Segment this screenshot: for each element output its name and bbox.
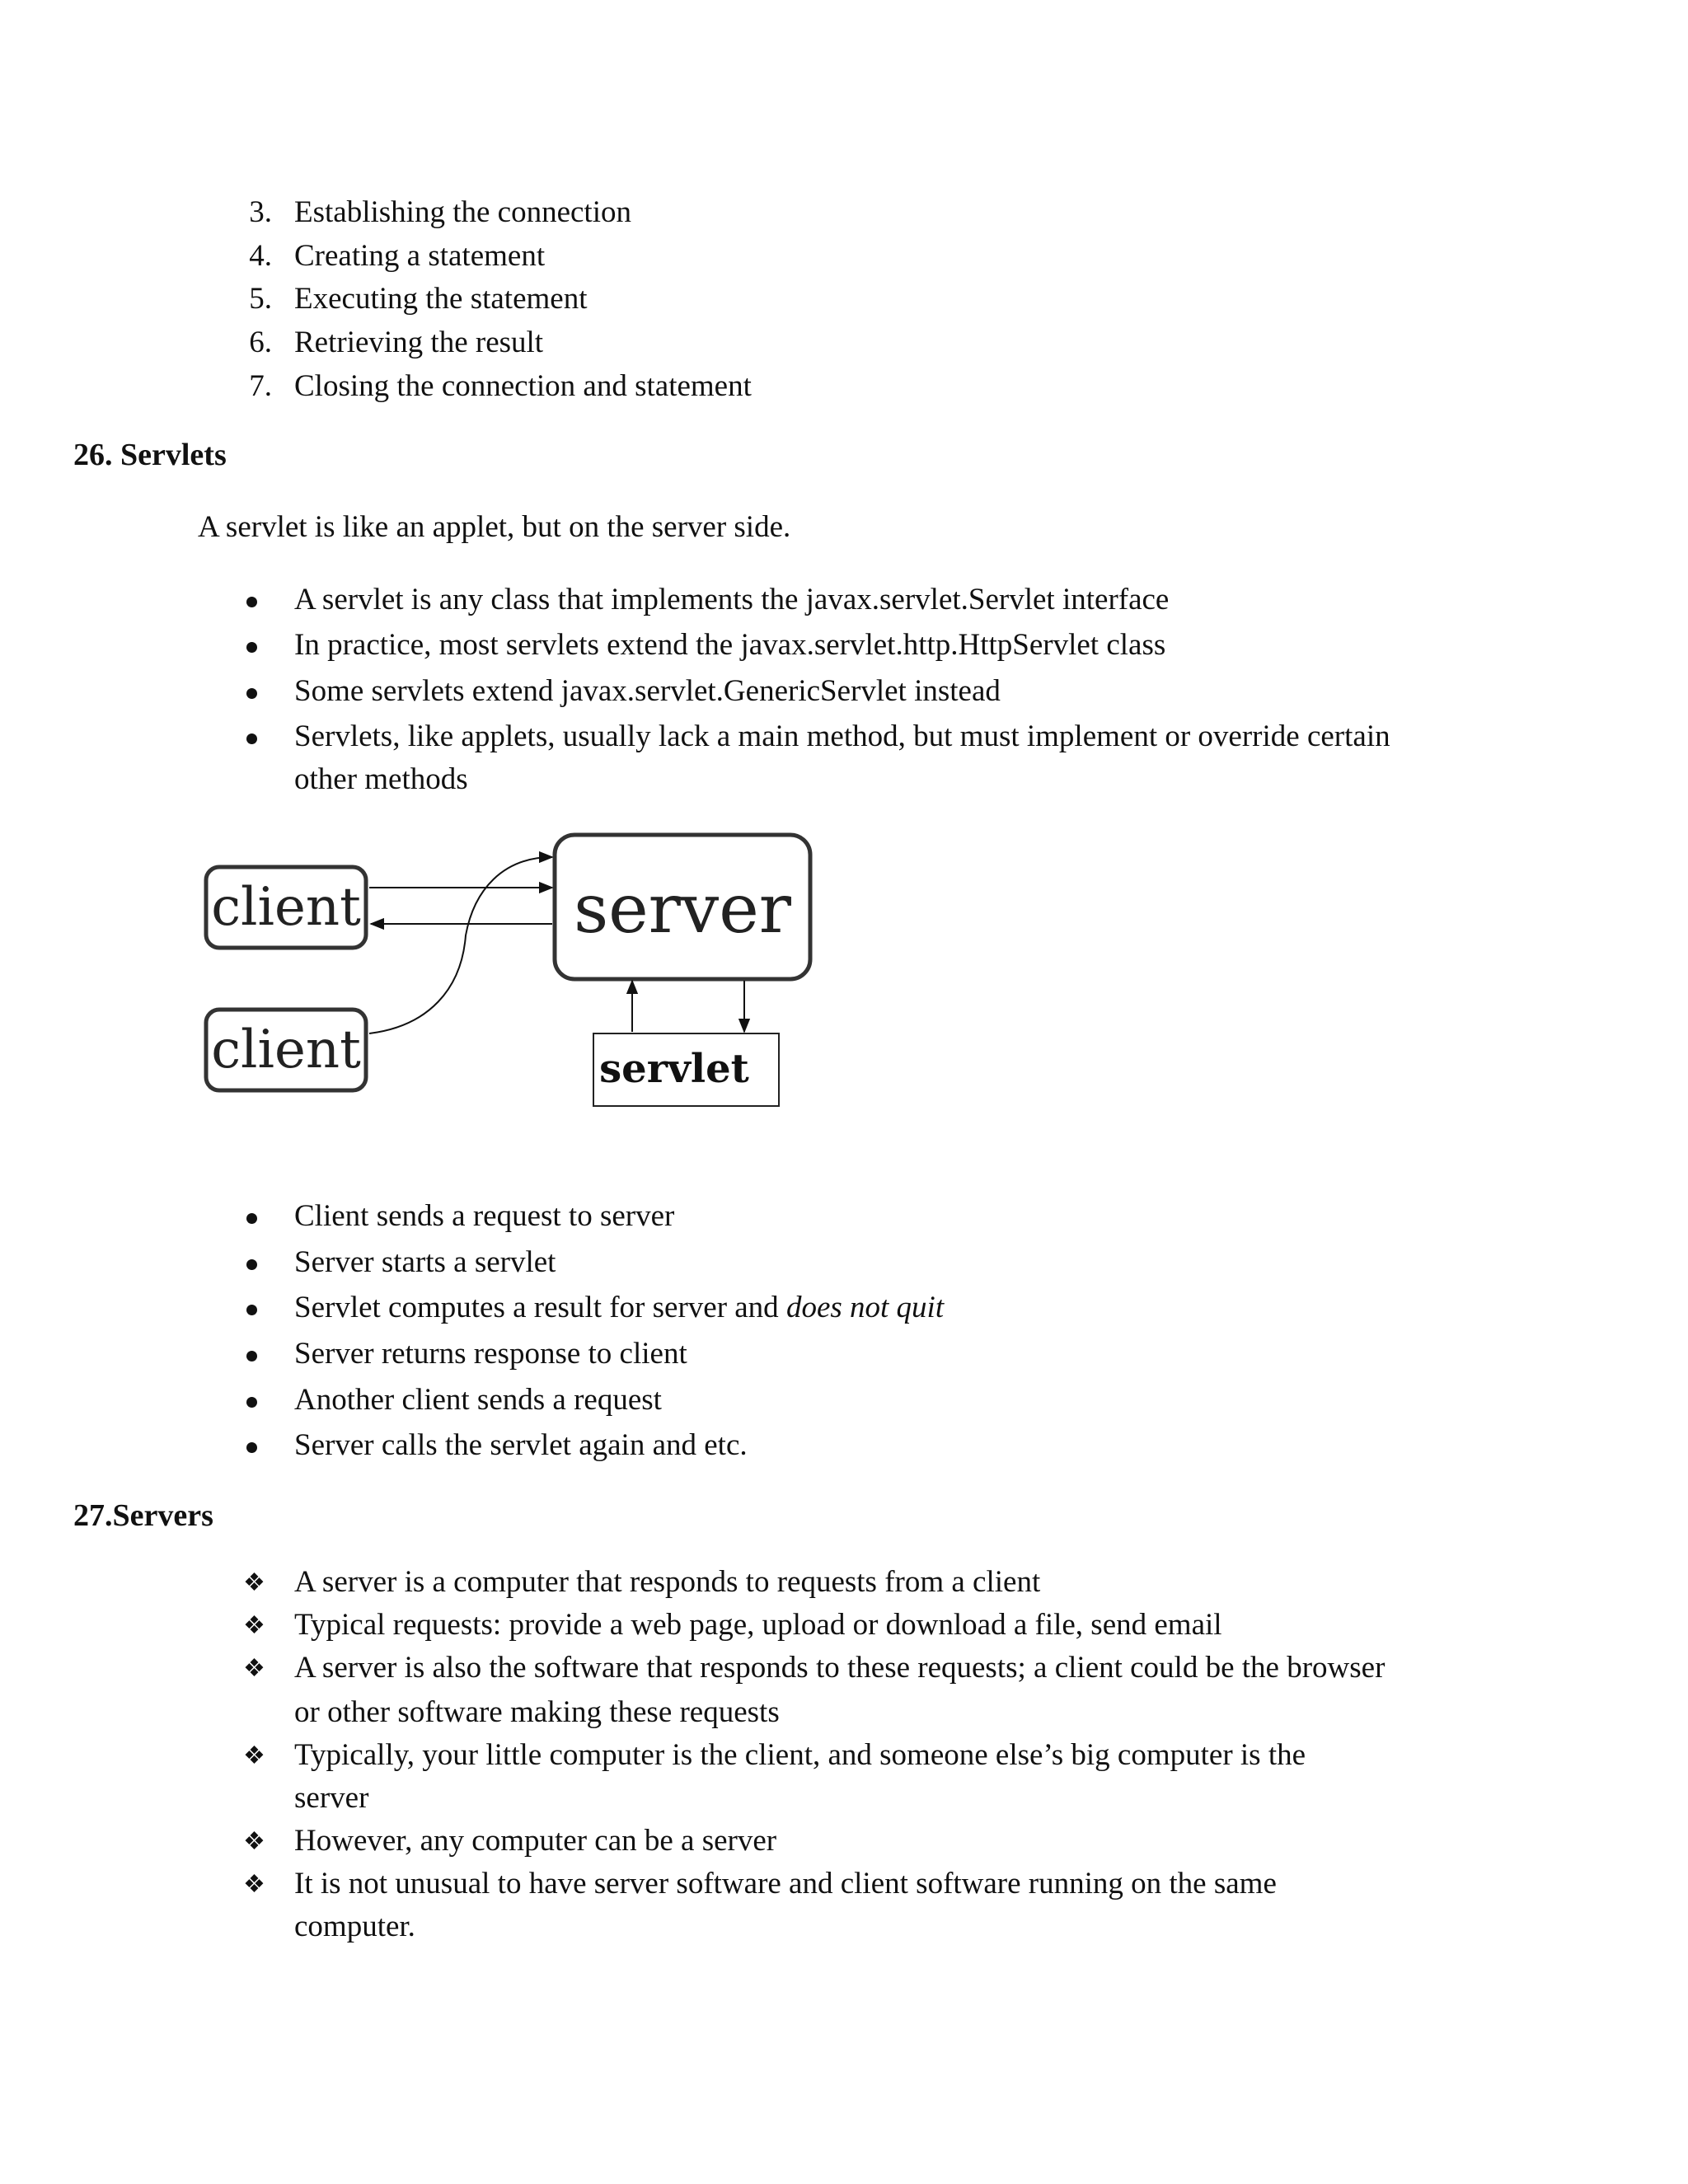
list-item: However, any computer can be a server [294,1824,777,1858]
bullet-icon [246,1397,257,1408]
client-box-top [206,867,366,948]
list-item-continuation: computer. [294,1910,415,1943]
list-item: Creating a statement [294,239,546,273]
list-item: It is not unusual to have server software and client software running on the same [294,1867,1277,1900]
list-item: Servlet computes a result for server and does not quit [294,1291,945,1324]
bullet-icon [246,1351,257,1361]
bullet-icon [246,1442,257,1453]
diamond-bullet-icon: ❖ [243,1871,265,1898]
list-item: Servlets, like applets, usually lack a main method, but must implement or override certain [294,719,1390,753]
list-item: Some servlets extend javax.servlet.GenericServlet instead [294,674,1001,708]
client-label: client [211,877,361,938]
list-item-continuation: other methods [294,762,468,796]
diamond-bullet-icon: ❖ [243,1612,265,1639]
diamond-bullet-icon: ❖ [243,1569,265,1596]
list-item: Server returns response to client [294,1337,687,1371]
list-item: Client sends a request to server [294,1199,675,1233]
emphasis: does not quit [785,1291,945,1324]
list-number: 4. [249,239,272,273]
list-item: A servlet is any class that implements the javax.servlet.Servlet interface [294,583,1170,616]
second-client-request-arrow [369,857,552,1033]
list-item-continuation: or other software making these requests [294,1695,780,1729]
server-box [555,835,810,979]
list-item: In practice, most servlets extend the javax.servlet.http.HttpServlet class [294,628,1166,662]
list-item: A server is a computer that responds to requests from a client [294,1565,1041,1599]
bullet-icon [246,1259,257,1270]
client-label: client [211,1019,361,1080]
list-item: Typical requests: provide a web page, upload or download a file, send email [294,1608,1222,1642]
section-intro: A servlet is like an applet, but on the server side. [198,510,791,544]
server-label: server [574,870,791,949]
servlet-box [593,1033,779,1106]
list-item: Server starts a servlet [294,1245,556,1279]
list-item: Retrieving the result [294,326,544,359]
list-item: Another client sends a request [294,1383,662,1417]
bullet-icon [246,1305,257,1315]
list-number: 7. [249,369,272,403]
client-box-bottom [206,1010,366,1090]
list-item: Typically, your little computer is the client, and someone else’s big computer is the [294,1738,1306,1772]
section-heading-servlets: 26. Servlets [73,438,227,472]
list-number: 5. [249,282,272,316]
list-item-continuation: server [294,1781,369,1815]
diamond-bullet-icon: ❖ [243,1828,265,1855]
list-number: 3. [249,195,272,229]
servlet-label: servlet [599,1046,749,1092]
list-item: Establishing the connection [294,195,631,229]
diamond-bullet-icon: ❖ [243,1742,265,1769]
section-heading-servers: 27.Servers [73,1498,213,1533]
list-item: A server is also the software that responds to these requests; a client could be the browser [294,1651,1386,1685]
list-item: Server calls the servlet again and etc. [294,1428,748,1462]
bullet-icon [246,1213,257,1224]
list-item: Executing the statement [294,282,588,316]
list-number: 6. [249,326,272,359]
list-item: Closing the connection and statement [294,369,752,403]
diamond-bullet-icon: ❖ [243,1655,265,1682]
